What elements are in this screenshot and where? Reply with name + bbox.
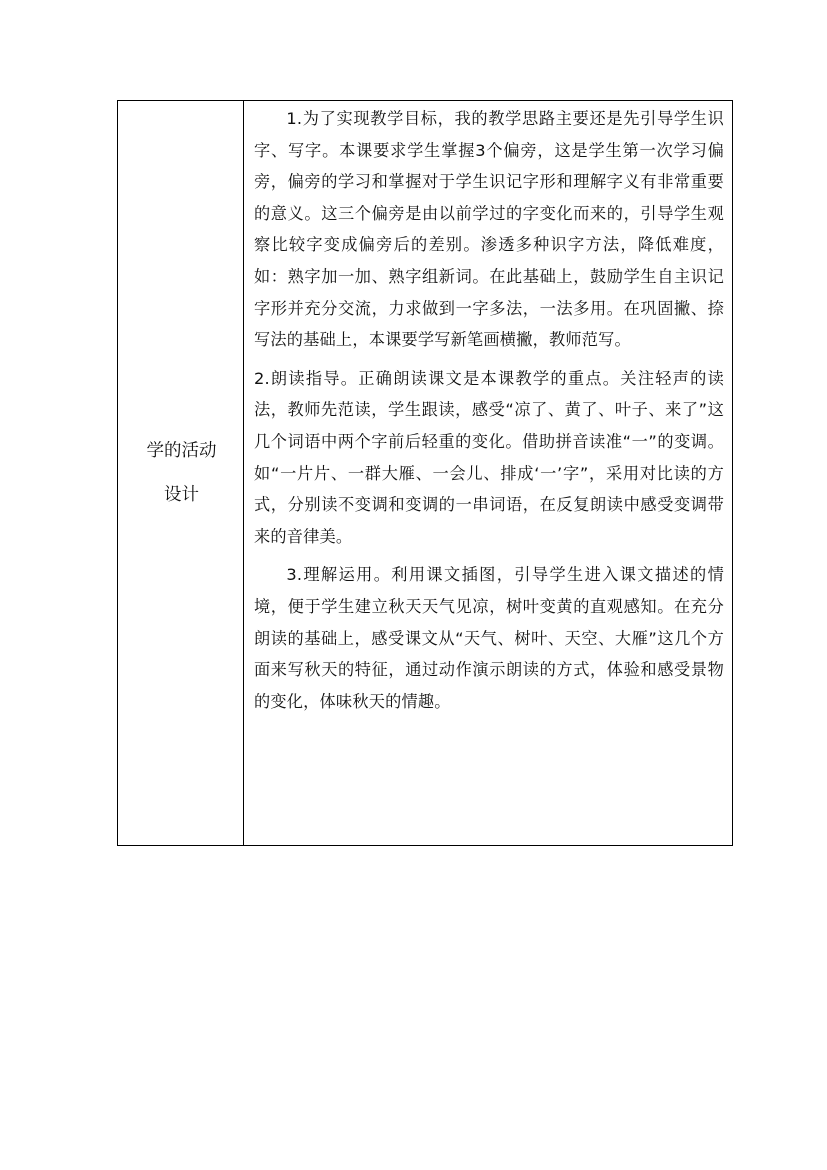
row-label-line-1: 学的活动	[146, 441, 217, 461]
row-content-cell	[244, 101, 732, 845]
paragraph-reading-guidance: 2.朗读指导。正确朗读课文是本课教学的重点。关注轻声的读法，教师先范读，学生跟读，感受“凉了、黄了、叶子、来了”这几个词语中两个字前后轻重的变化。借助拼音读准“一”的变调。如“一片片、一群大雁、一会儿、排成‘一’字”，采用对比读的方式，分别读不变调和变调的一串词语，在反复朗读中感受变调带来的音律美。	[254, 368, 724, 546]
activity-design-table	[117, 100, 733, 846]
row-label-line-2: 设计	[164, 485, 199, 505]
paragraph-comprehension: 3.理解运用。利用课文插图，引导学生进入课文描述的情境，便于学生建立秋天天气见凉，树叶变黄的直观感知。在充分朗读的基础上，感受课文从“天气、树叶、天空、大雁”这几个方面来写秋天的特征，通过动作演示朗读的方式，体验和感受景物的变化，体味秋天的情趣。	[254, 565, 724, 711]
row-label-cell	[118, 101, 244, 845]
row-label	[118, 429, 243, 517]
paragraph-literacy: 1.为了实现教学目标，我的教学思路主要还是先引导学生识字、写字。本课要求学生掌握3个偏旁，这是学生第一次学习偏旁，偏旁的学习和掌握对于学生识记字形和理解字义有非常重要的意义。这三个偏旁是由以前学过的字变化而来的，引导学生观察比较字变成偏旁后的差别。渗透多种识字方法，降低难度，如：熟字加一加、熟字组新词。在此基础上，鼓励学生自主识记字形并充分交流，力求做到一字多法，一法多用。在巩固撇、捺写法的基础上，本课要学写新笔画横撇，教师范写。	[254, 109, 724, 350]
